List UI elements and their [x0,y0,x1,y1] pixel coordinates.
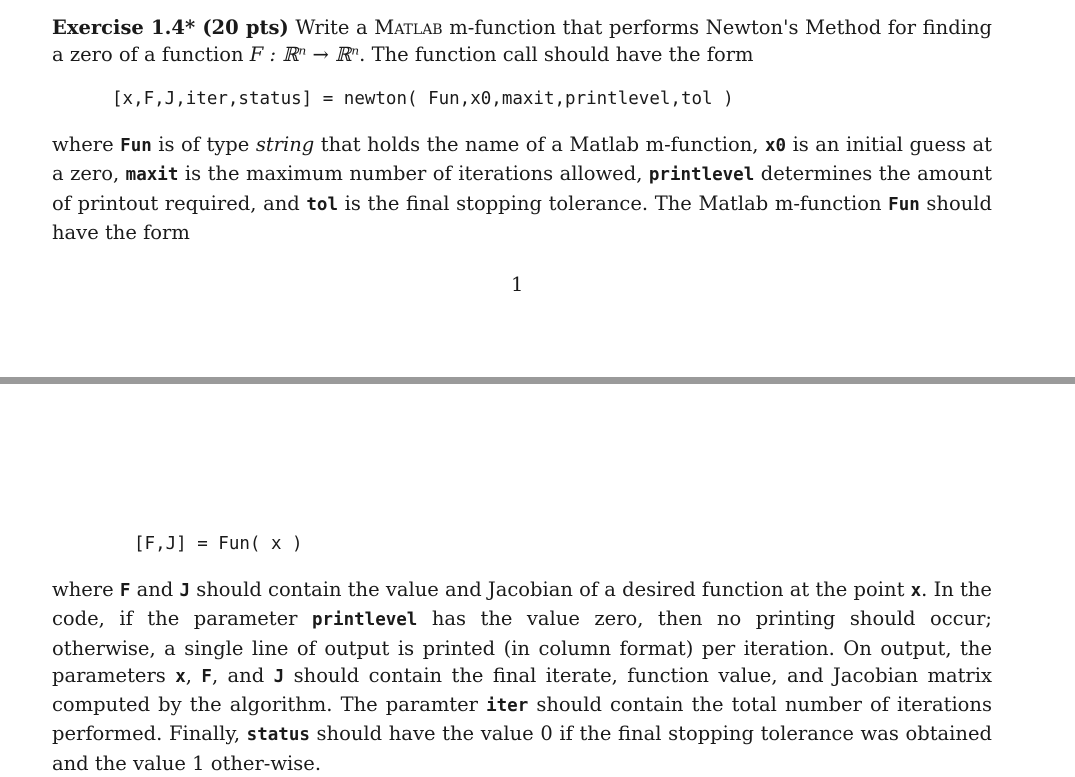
parameter-paragraph [52,131,992,246]
code-fun: Fun [888,194,920,215]
para-text: determines the amount of printout required, and [52,162,992,215]
code-F: F [119,581,131,601]
function-mapping: F : ℝⁿ → ℝⁿ [249,43,360,67]
code-J: J [179,581,191,601]
exercise-heading: Exercise 1.4* (20 pts) [52,16,289,39]
para-text: should have the value 0 if the final stopping tolerance was obtained and the value 1 other-wise. [52,722,992,775]
exercise-text-top [52,14,992,69]
para-text: . In the code, if the parameter [52,578,992,631]
para-text: , [185,663,202,687]
para-text: where [52,133,121,156]
code-maxit: maxit [125,165,179,186]
para-text: and [130,578,180,601]
output-description [52,576,992,777]
para-text: should contain the final iterate, function value, and Jacobian matrix computed by the algorithm. The paramter [52,663,992,717]
code-tol: tol [306,194,338,215]
para-text: is an initial guess at a zero, [52,133,992,186]
string-word: string [255,133,315,156]
matlab-word: Matlab [374,16,443,39]
fun-signature: [F,J] = Fun( x ) [134,534,303,554]
para-text: has the value zero, then no printing should occur; otherwise, a single line of output is printed (in column format) per iteration. On output, the parameters [52,607,992,687]
code-status: status [246,725,310,746]
code-x: x [175,666,186,687]
para-text: should have the form [52,191,992,244]
code-F: F [201,666,212,687]
code-x0: x0 [765,136,787,156]
code-printlevel: printlevel [648,165,755,186]
page-divider [0,377,1075,384]
code-x: x [910,581,922,601]
para-text: is the maximum number of iterations allowed, [178,162,649,186]
exercise-statement [52,14,992,69]
para-text: is the final stopping tolerance. The Matlab m-function [338,191,889,215]
code-iter: iter [486,696,529,717]
para-text: , and [211,663,274,687]
statement-text: m-function that performs Newton's Method for finding a zero of a function [52,16,992,67]
code-fun: Fun [120,136,152,156]
statement-text: Write a [288,16,375,39]
page-number: 1 [511,273,524,296]
statement-text: . The function call should have the form [359,43,754,67]
parameter-description [52,131,992,246]
code-J: J [273,666,285,687]
para-text: should contain the total number of iterations performed. Finally, [52,693,992,746]
newton-call-signature: [x,F,J,iter,status] = newton( Fun,x0,maxit,printlevel,tol ) [112,89,734,109]
para-text: where [52,578,120,601]
para-text: is of type [151,133,256,156]
code-printlevel: printlevel [311,610,418,631]
output-paragraph [52,576,992,777]
para-text: should contain the value and Jacobian of a desired function at the point [190,578,911,601]
para-text: that holds the name of a Matlab m-function, [314,133,765,156]
